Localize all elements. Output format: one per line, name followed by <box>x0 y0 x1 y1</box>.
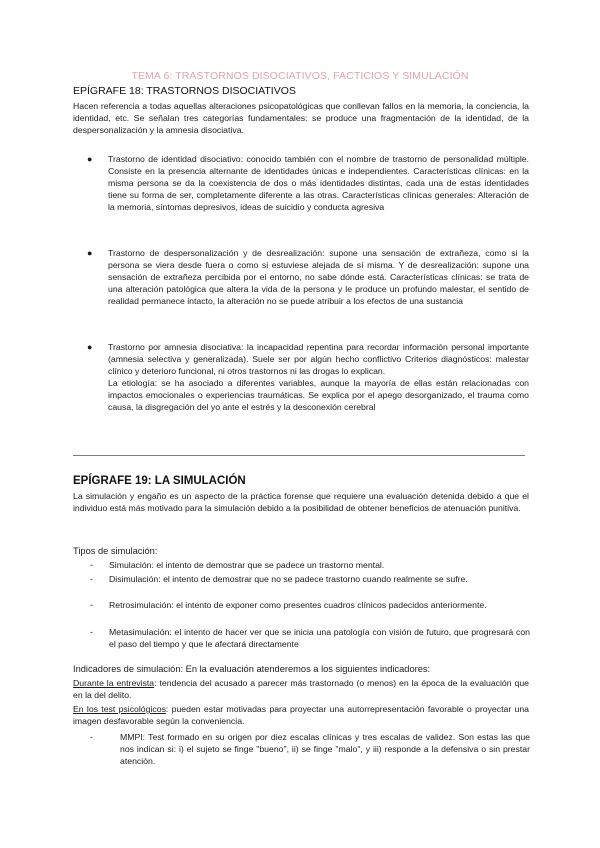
bullet-icon: ● <box>87 248 93 258</box>
section-19-intro: La simulación y engaño es un aspecto de la práctica forense que requiere una evaluación detenida debido a que el individuo está más motivado para la simulación debido a la posibilidad de obtener beneficios de atenuación punitiva. <box>73 491 529 514</box>
type-item-dissimulation <box>90 573 530 585</box>
type-text: Retrosimulación: el intento de exponer como presentes cuadros clínicos padecidos anteriormente. <box>109 600 487 610</box>
dash-icon: - <box>90 574 93 584</box>
section-18-title: EPÍGRAFE 18: TRASTORNOS DISOCIATIVOS <box>73 85 296 97</box>
dash-icon: - <box>90 627 93 637</box>
tests-text: : pueden estar motivadas para proyectar una autorrepresentación favorable o proyectar una imagen desfavorable según la conveniencia. <box>73 704 529 727</box>
indicators-label: Indicadores de simulación: En la evaluación atenderemos a los siguientes indicadores: <box>73 664 431 674</box>
section-divider <box>73 455 525 456</box>
bullet-icon: ● <box>87 154 93 164</box>
section-19-title: EPÍGRAFE 19: LA SIMULACIÓN <box>73 475 246 487</box>
type-text: Disimulación: el intento de demostrar que no se padece trastorno cuando realmente se sufre. <box>109 574 468 584</box>
indicator-interview <box>73 677 529 701</box>
section-18-intro: Hacen referencia a todas aquellas alteraciones psicopatológicas que conllevan fallos en la memoria, la conciencia, la identidad, etc. Se señalan tres categorías fundamentales: se produce una fragmentación de la identidad, de la despersonalización y la amnesia disociativa. <box>73 101 529 136</box>
bullet-identity-disorder <box>87 153 529 213</box>
bullet-depersonalization <box>87 247 529 307</box>
bullet-text-etiology: La etiología: se ha asociado a diferentes variables, aunque la mayoría de ellas están relacionadas con impactos emocionales o experiencias traumáticas. Se explica por el apego desorganizado, el trauma como causa, la disgregación del yo ante el estrés y la desconexión cerebral <box>108 378 529 413</box>
types-label: Tipos de simulación: <box>73 546 158 556</box>
bullet-text: Trastorno de despersonalización y de desrealización: supone una sensación de extrañeza, como si la persona se viera desde fuera o como si estuviese alejada de sí misma. Y de desrealización: supone una sensación de extrañeza percibida por el entorno, no sabe dónde está. Características clínicas: se trata de una alteración patológica que altera la vida de la persona y le produce un profundo malestar, el sentido de realidad permanece intacto, la alteración no se puede atribuir a los efectos de una sustancia <box>108 248 529 307</box>
indicator-tests <box>73 703 529 727</box>
bullet-text: Trastorno por amnesia disociativa: la incapacidad repentina para recordar información personal importante (amnesia selectiva y generalizada). Suele ser por algún hecho conflictivo Criterios diagnósticos: malestar clínico y deterioro funcional, ni otros trastornos ni las drogas lo explican. <box>108 342 529 377</box>
test-item-mmpi <box>90 731 530 767</box>
tests-label: En los test psicológicos <box>73 704 166 714</box>
type-item-simulation <box>90 559 530 571</box>
mmpi-text: MMPI: Test formado en su origen por diez escalas clínicas y tres escalas de validez. Son estas las que nos indican si: i) el sujeto se finge "bueno", ii) se finge "malo", y iii) responde a la defensiva o sin prestar atención. <box>120 732 530 767</box>
dash-icon: - <box>90 732 93 742</box>
bullet-icon: ● <box>87 342 93 352</box>
interview-label: Durante la entrevista <box>73 678 155 688</box>
type-text: Simulación: el intento de demostrar que se padece un trastorno mental. <box>109 560 385 570</box>
topic-title: TEMA 6: TRASTORNOS DISOCIATIVOS, FACTICIOS Y SIMULACIÓN <box>131 70 469 82</box>
dash-icon: - <box>90 600 93 610</box>
dash-icon: - <box>90 560 93 570</box>
type-text: Metasimulación: el intento de hacer ver que se inicia una patología con visión de futuro, que progresará con el paso del tiempo y que le afectará directamente <box>109 627 530 650</box>
bullet-text: Trastorno de identidad disociativo: conocido también con el nombre de trastorno de personalidad múltiple. Consiste en la presencia alternante de identidades únicas e independientes. Características clínicas: en la misma persona se da la coexistencia de dos o más identidades distintas, cada una de estas identidades tiene su forma de ser, completamente diferente a las otras. Características clínicas generales: Alteración de la memoria, síntomas depresivos, ideas de suicidio y conducta agresiva <box>108 154 529 213</box>
bullet-amnesia <box>87 341 529 414</box>
type-item-metasimulation <box>90 626 530 650</box>
type-item-retrosimulation <box>90 599 530 611</box>
interview-text: : tendencia del acusado a parecer más trastornado (o menos) en la época de la evaluación que en la del delito. <box>73 678 529 701</box>
